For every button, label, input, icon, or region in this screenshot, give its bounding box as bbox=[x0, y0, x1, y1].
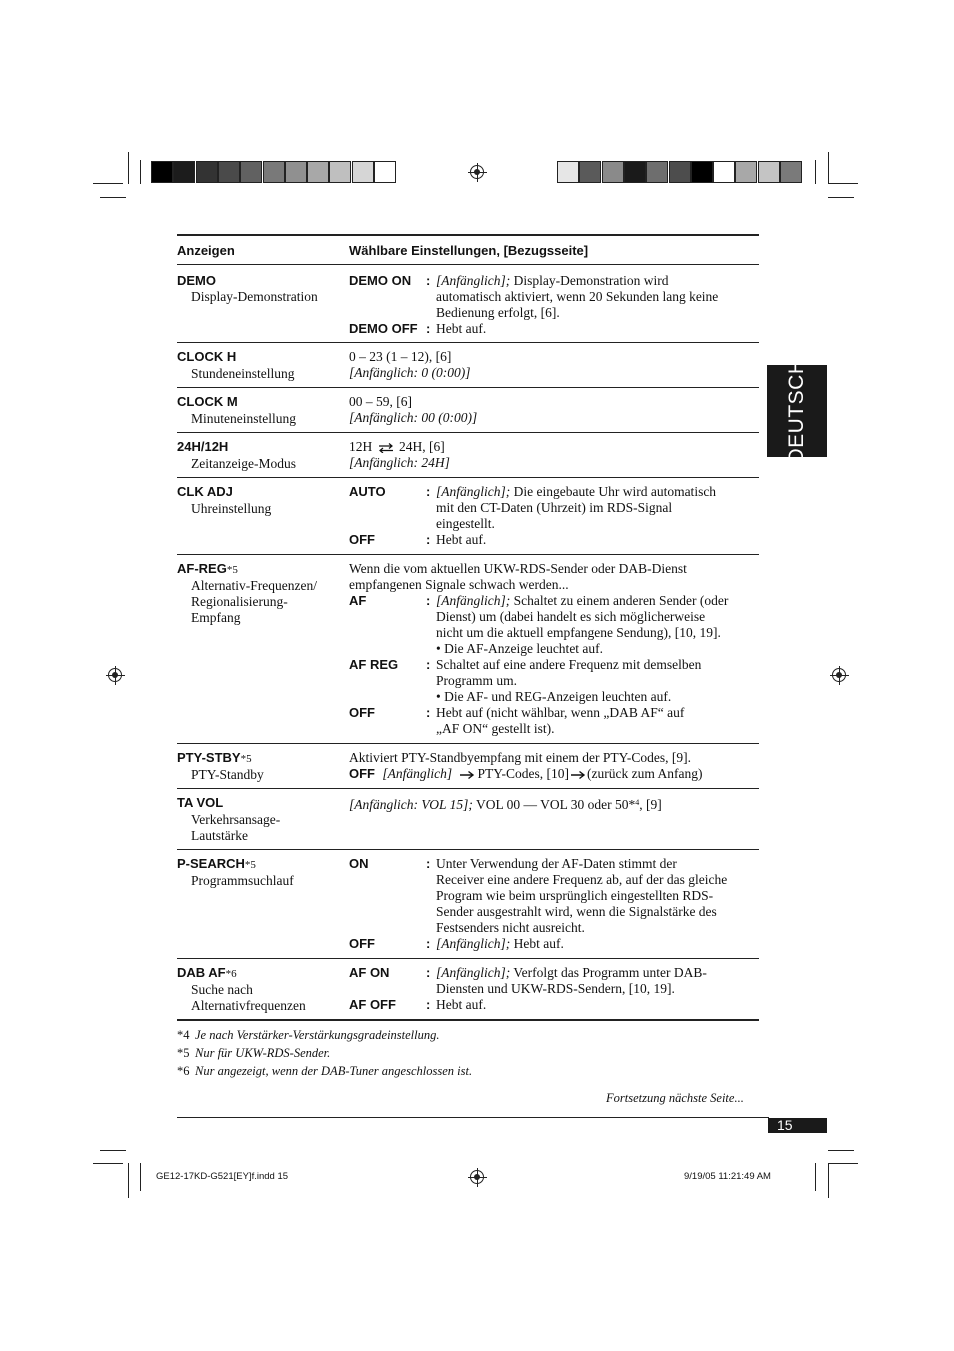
row-label: CLOCK M bbox=[177, 394, 238, 409]
color-swatch bbox=[196, 161, 218, 183]
registration-mark-top-icon bbox=[470, 165, 484, 179]
row-label: CLOCK H bbox=[177, 349, 237, 364]
option-name: ON bbox=[349, 856, 369, 871]
value-range: 00 – 59, [6] bbox=[349, 394, 412, 409]
color-swatch bbox=[374, 161, 396, 183]
footnote-text: Nur für UKW-RDS-Sender. bbox=[195, 1046, 331, 1060]
row-label: TA VOL bbox=[177, 795, 224, 810]
row-divider bbox=[177, 432, 759, 433]
footnote-mark: *4 bbox=[177, 1028, 190, 1042]
color-swatch bbox=[352, 161, 374, 183]
option-desc: Schaltet auf eine andere Frequenz mit demselben bbox=[436, 657, 702, 672]
colon: : bbox=[426, 593, 431, 608]
row-sublabel: Suche nach bbox=[191, 982, 253, 997]
colon: : bbox=[426, 856, 431, 871]
row-divider bbox=[177, 342, 759, 343]
option-name: AF ON bbox=[349, 965, 390, 980]
option-name: DEMO ON bbox=[349, 273, 412, 288]
color-swatch bbox=[218, 161, 240, 183]
option-name: DEMO OFF bbox=[349, 321, 418, 336]
option-desc: Diensten und UKW-RDS-Sendern, [10, 19]. bbox=[436, 981, 675, 996]
arrow-right-icon bbox=[570, 770, 586, 780]
header-rule bbox=[177, 264, 759, 265]
colon: : bbox=[426, 321, 431, 336]
option-desc: nicht um die aktuell empfangene Sendung), [10, 19]. bbox=[436, 625, 721, 640]
option-desc: Sender ausgestrahlt wird, wenn die Signalstärke des bbox=[436, 904, 717, 919]
language-tab-label: DEUTSCH bbox=[785, 358, 808, 464]
arrow-right-icon bbox=[459, 770, 475, 780]
option-desc: automatisch aktiviert, wenn 20 Sekunden lang keine bbox=[436, 289, 719, 304]
footnote-mark: *6 bbox=[177, 1064, 190, 1078]
registration-mark-bottom-icon bbox=[470, 1170, 484, 1184]
option-desc: Unter Verwendung der AF-Daten stimmt der bbox=[436, 856, 677, 871]
option-desc: Dienst) um (dabei handelt es sich möglicherweise bbox=[436, 609, 706, 624]
page-number-tab bbox=[768, 1118, 827, 1133]
option-desc: Hebt auf (nicht wählbar, wenn „DAB AF“ auf bbox=[436, 705, 685, 720]
color-swatch bbox=[173, 161, 195, 183]
row-divider bbox=[177, 554, 759, 555]
row-sublabel: Minuteneinstellung bbox=[191, 411, 296, 426]
value-range: 12H 24H, [6] bbox=[349, 439, 445, 454]
row-divider bbox=[177, 387, 759, 388]
color-swatch bbox=[780, 161, 802, 183]
row-label: CLK ADJ bbox=[177, 484, 233, 499]
row-sublabel: PTY-Standby bbox=[191, 767, 264, 782]
colon: : bbox=[426, 965, 431, 980]
pty-cycle: OFF [Anfänglich] PTY-Codes, [10] (zurück zum Anfang) bbox=[349, 766, 703, 781]
color-swatch bbox=[691, 161, 713, 183]
option-desc: Programm um. bbox=[436, 673, 517, 688]
value-initial: [Anfänglich: 00 (0:00)] bbox=[349, 410, 478, 425]
color-swatch bbox=[151, 161, 173, 183]
color-swatch bbox=[646, 161, 668, 183]
option-desc: Bedienung erfolgt, [6]. bbox=[436, 305, 560, 320]
row-divider bbox=[177, 958, 759, 959]
option-desc: Hebt auf. bbox=[436, 997, 487, 1012]
bullet-note: • Die AF- und REG-Anzeigen leuchten auf. bbox=[436, 689, 672, 704]
row-divider bbox=[177, 788, 759, 789]
page-bottom-rule bbox=[177, 1117, 769, 1118]
option-desc: Hebt auf. bbox=[436, 532, 487, 547]
table-bottom-rule bbox=[177, 1019, 759, 1021]
date-slug: 9/19/05 11:21:49 AM bbox=[684, 1171, 771, 1182]
value-range: 0 – 23 (1 – 12), [6] bbox=[349, 349, 452, 364]
footnote-mark: *5 bbox=[177, 1046, 190, 1060]
volume-range: [Anfänglich: VOL 15]; VOL 00 — VOL 30 oder 50*$^4$, [9] bbox=[349, 797, 662, 812]
value-initial: [Anfänglich: 0 (0:00)] bbox=[349, 365, 471, 380]
language-tab bbox=[767, 358, 827, 464]
row-label: P-SEARCH*5 bbox=[177, 856, 256, 871]
row-divider bbox=[177, 477, 759, 478]
row-sublabel: Uhreinstellung bbox=[191, 501, 272, 516]
color-swatch bbox=[329, 161, 351, 183]
row-label: PTY-STBY*5 bbox=[177, 750, 252, 765]
footnote-text: Je nach Verstärker-Verstärkungsgradeinstellung. bbox=[195, 1028, 440, 1042]
colon: : bbox=[426, 705, 431, 720]
option-desc: mit den CT-Daten (Uhrzeit) im RDS-Signal bbox=[436, 500, 673, 515]
color-swatch bbox=[263, 161, 285, 183]
option-desc: „AF ON“ gestellt ist). bbox=[436, 721, 555, 736]
option-name: AF REG bbox=[349, 657, 399, 672]
value-initial: [Anfänglich: 24H] bbox=[349, 455, 450, 470]
option-name: OFF bbox=[349, 705, 375, 720]
registration-mark-left-icon bbox=[108, 668, 122, 682]
registration-mark-right-icon bbox=[832, 668, 846, 682]
footnote-text: Nur angezeigt, wenn der DAB-Tuner angeschlossen ist. bbox=[195, 1064, 473, 1078]
option-desc: Festsenders nicht ausreicht. bbox=[436, 920, 585, 935]
row-sublabel: Programmsuchlauf bbox=[191, 873, 294, 888]
option-desc: [Anfänglich]; Schaltet zu einem anderen Sender (oder bbox=[436, 593, 729, 608]
color-swatch bbox=[735, 161, 757, 183]
row-sublabel: Display-Demonstration bbox=[191, 289, 318, 304]
option-desc: Program wie beim ursprünglich eingestellten RDS- bbox=[436, 888, 714, 903]
option-name: AUTO bbox=[349, 484, 386, 499]
row-sublabel: Lautstärke bbox=[191, 828, 248, 843]
option-desc: Receiver eine andere Frequenz ab, auf der das gleiche bbox=[436, 872, 728, 887]
color-swatch bbox=[240, 161, 262, 183]
row-divider bbox=[177, 849, 759, 850]
page-number: 15 bbox=[777, 1117, 793, 1133]
color-swatch bbox=[307, 161, 329, 183]
row-sublabel: Empfang bbox=[191, 610, 241, 625]
row-sublabel: Regionalisierung- bbox=[191, 594, 288, 609]
option-desc: eingestellt. bbox=[436, 516, 495, 531]
toggle-arrows-icon bbox=[378, 443, 394, 453]
color-swatch bbox=[285, 161, 307, 183]
row-sublabel: Stundeneinstellung bbox=[191, 366, 295, 381]
colon: : bbox=[426, 657, 431, 672]
option-desc: Hebt auf. bbox=[436, 321, 487, 336]
row-divider bbox=[177, 743, 759, 744]
pty-desc: Aktiviert PTY-Standbyempfang mit einem der PTY-Codes, [9]. bbox=[349, 750, 691, 765]
intro-text: Wenn die vom aktuellen UKW-RDS-Sender oder DAB-Dienst bbox=[349, 561, 687, 576]
colon: : bbox=[426, 484, 431, 499]
continued-note: Fortsetzung nächste Seite... bbox=[606, 1091, 744, 1105]
color-swatch bbox=[602, 161, 624, 183]
color-swatch bbox=[669, 161, 691, 183]
color-swatch bbox=[624, 161, 646, 183]
option-name: OFF bbox=[349, 532, 375, 547]
colon: : bbox=[426, 273, 431, 288]
option-desc: [Anfänglich]; Hebt auf. bbox=[436, 936, 564, 951]
colon: : bbox=[426, 936, 431, 951]
bullet-note: • Die AF-Anzeige leuchtet auf. bbox=[436, 641, 604, 656]
header-col-display: Anzeigen bbox=[177, 243, 235, 258]
row-label: AF-REG*5 bbox=[177, 561, 238, 576]
option-name: OFF bbox=[349, 936, 375, 951]
color-swatch bbox=[579, 161, 601, 183]
option-desc: [Anfänglich]; Die eingebaute Uhr wird automatisch bbox=[436, 484, 717, 499]
colon: : bbox=[426, 997, 431, 1012]
row-label: DAB AF*6 bbox=[177, 965, 237, 980]
row-sublabel: Verkehrsansage- bbox=[191, 812, 281, 827]
colon: : bbox=[426, 532, 431, 547]
row-sublabel: Alternativ-Frequenzen/ bbox=[191, 578, 317, 593]
row-label: DEMO bbox=[177, 273, 216, 288]
row-sublabel: Zeitanzeige-Modus bbox=[191, 456, 296, 471]
row-sublabel: Alternativfrequenzen bbox=[191, 998, 306, 1013]
color-swatch bbox=[713, 161, 735, 183]
option-desc: [Anfänglich]; Verfolgt das Programm unter DAB- bbox=[436, 965, 707, 980]
option-name: AF bbox=[349, 593, 367, 608]
table-top-rule bbox=[177, 234, 759, 236]
option-desc: [Anfänglich]; Display-Demonstration wird bbox=[436, 273, 669, 288]
option-name: AF OFF bbox=[349, 997, 396, 1012]
intro-text: empfangenen Signale schwach werden... bbox=[349, 577, 569, 592]
color-swatch bbox=[557, 161, 579, 183]
file-slug: GE12-17KD-G521[EY]f.indd 15 bbox=[156, 1171, 289, 1182]
header-col-settings: Wählbare Einstellungen, [Bezugsseite] bbox=[349, 243, 589, 258]
color-swatch bbox=[758, 161, 780, 183]
row-label: 24H/12H bbox=[177, 439, 229, 454]
